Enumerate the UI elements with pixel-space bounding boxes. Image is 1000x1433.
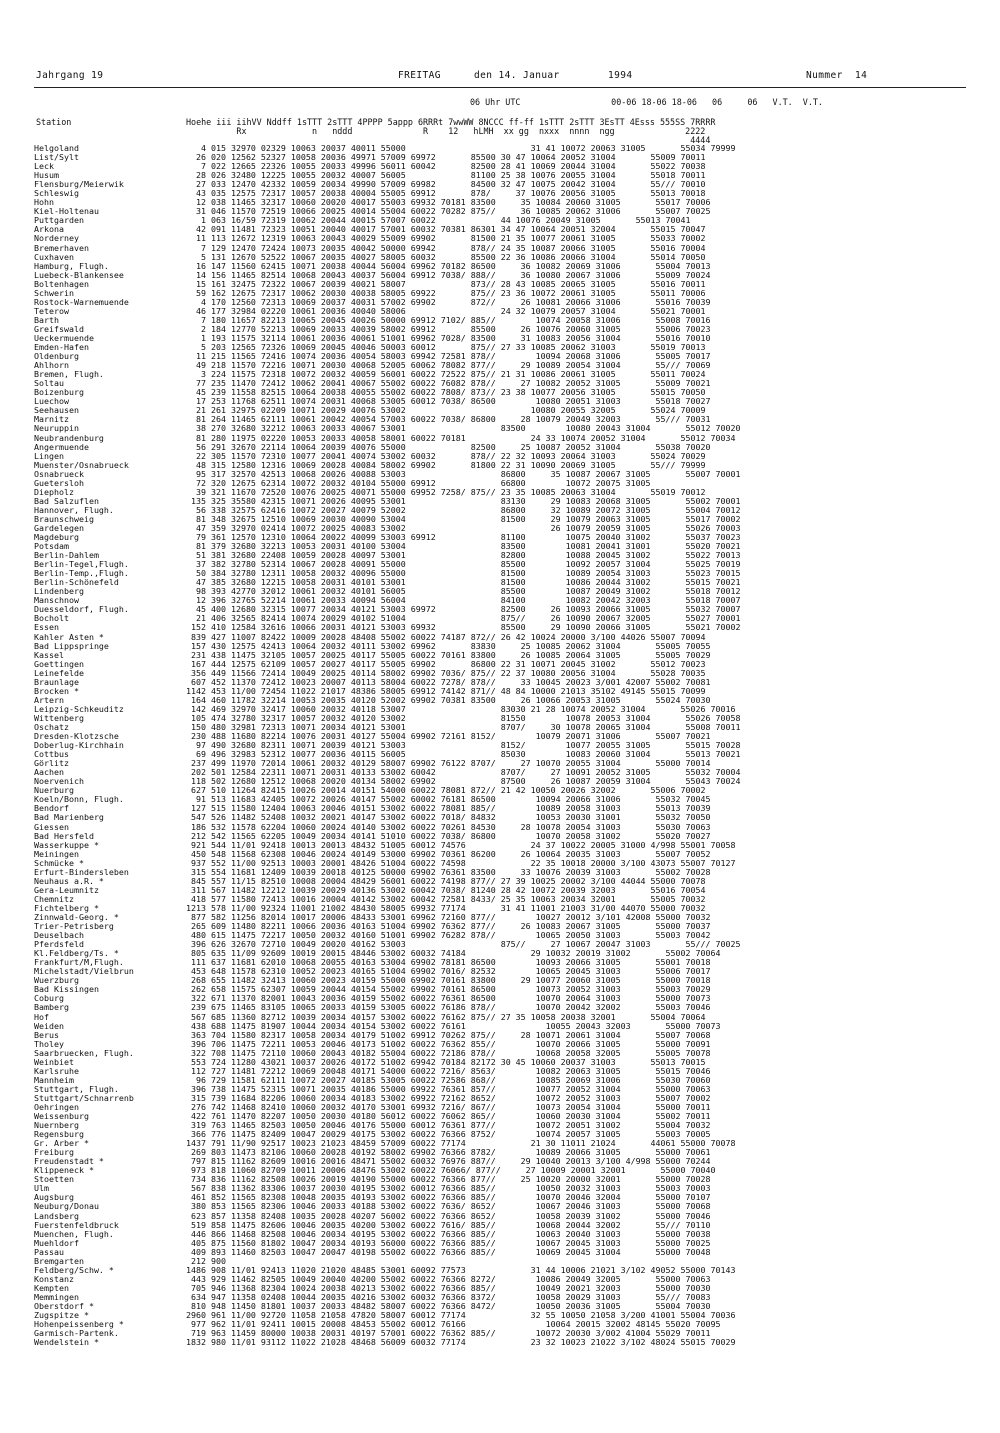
station-name: Frankfurt/M,Flugh. <box>34 958 124 968</box>
station-observation-row: 11 113 12672 12319 10063 20043 40029 55009 69902 81500 21 35 10077 20061 31005 55033 70002 <box>186 234 706 244</box>
station-observation-row: 1 193 11575 32114 10061 20036 40061 51001 69962 7028/ 83500 31 10083 20056 31004 55016 70010 <box>186 333 711 343</box>
station-name: Hannover, Flugh. <box>34 505 114 515</box>
station-observation-row: 105 474 32780 32317 10057 20032 40120 53002 81550 10078 20053 31004 55026 70058 <box>186 713 741 723</box>
station-name: Seehausen <box>34 406 79 416</box>
station-observation-row: 14 156 11465 82514 10068 20043 40037 56004 69912 7038/ 888// 36 10080 20067 31006 55009 70024 <box>186 270 711 280</box>
top-rule <box>34 87 966 88</box>
observation-data-column <box>186 144 968 1347</box>
volume-label: Jahrgang 19 <box>36 70 104 81</box>
station-observation-row: 49 218 11570 72216 10071 20030 40068 52005 60062 78082 877// 29 10089 20054 31004 55/// 70069 <box>186 361 711 371</box>
station-name: Erfurt-Bindersleben <box>34 867 129 877</box>
station-observation-row: 5 131 12670 52522 10067 20035 40027 58005 60032 85500 22 36 10086 20066 31004 55014 70050 <box>186 252 706 262</box>
station-observation-row: 95 317 32570 42513 10068 20026 40088 53003 86800 35 10087 20067 31005 55007 70001 <box>186 469 741 479</box>
station-name: Lindenberg <box>34 587 84 597</box>
station-observation-row: 567 838 11362 83306 10037 20030 40195 53002 60012 76366 885// 10050 20032 31003 55003 70003 <box>186 1184 711 1194</box>
station-observation-row: 567 685 11360 82712 10039 20034 40157 53002 60022 76162 875// 27 35 10058 20038 32001 55004 70064 <box>186 1012 706 1022</box>
station-name: Tholey <box>34 1039 64 1049</box>
station-observation-row: 3 224 11575 72318 10072 20032 40059 56001 60022 72522 875// 21 31 10086 20061 31005 55011 70024 <box>186 370 706 380</box>
station-name: Oehringen <box>34 1102 79 1112</box>
station-name: Kempten <box>34 1283 69 1293</box>
station-observation-row: 135 325 35580 42315 10071 20026 40095 53001 83130 29 10083 20068 31005 55002 70001 <box>186 496 741 506</box>
station-name: Dresden-Klotzsche <box>34 732 119 742</box>
station-observation-row: 1437 791 11/90 92517 10023 21023 48459 57009 60022 77174 21 30 11011 21024 44061 55000 70078 <box>186 1139 736 1149</box>
station-observation-row: 79 361 12570 12310 10064 20022 40099 53003 69912 81100 10075 20040 31002 55037 70023 <box>186 533 741 543</box>
station-name: Stuttgart, Flugh. <box>34 1084 119 1094</box>
station-name: Michelstadt/Vielbrun <box>34 967 134 977</box>
station-name: List/Sylt <box>34 153 79 163</box>
station-name: Neubrandenburg <box>34 433 104 443</box>
station-observation-row: 16 147 11560 62415 10071 20038 40044 56004 69962 70182 86500 36 10082 20069 31006 55004 70013 <box>186 261 711 271</box>
station-name: Soltau <box>34 379 64 389</box>
station-observation-row: 39 321 11670 72520 10076 20025 40071 55000 69952 7258/ 875// 23 35 10085 20063 31004 55019 70012 <box>186 487 706 497</box>
station-name: Puttgarden <box>34 216 84 226</box>
station-name: Wasserkuppe * <box>34 840 99 850</box>
station-name: Leck <box>34 162 54 172</box>
station-observation-row: 422 761 11470 82207 10050 20030 40180 56012 60022 76062 865// 10060 20030 31004 55002 70011 <box>186 1112 711 1122</box>
station-name: Garmisch-Partenk. <box>34 1329 119 1339</box>
station-name: Zugspitze * <box>34 1311 89 1321</box>
station-name: Magdeburg <box>34 533 79 543</box>
station-observation-row: 27 033 12470 42332 10059 20034 49990 57009 69982 84500 32 47 10075 20042 31004 55/// 70010 <box>186 180 706 190</box>
station-observation-row: 212 900 <box>186 1256 226 1266</box>
station-observation-row: 31 046 11570 72519 10066 20025 40014 55004 60022 70282 875// 36 10085 20062 31006 55007 70025 <box>186 207 711 217</box>
station-observation-row: 43 035 12575 72317 10057 20038 40004 55005 69912 878/ 37 10076 20056 31005 55013 70018 <box>186 189 706 199</box>
station-observation-row: 877 582 11256 82014 10017 20006 48433 53001 69962 72160 877// 10027 20012 3/101 42008 55000 70032 <box>186 912 711 922</box>
station-observation-row: 167 444 12575 62109 10057 20027 40117 55005 69902 86800 22 31 10071 20045 31002 55012 70023 <box>186 659 706 669</box>
station-observation-row: 51 381 32680 22408 10059 20028 40097 53001 82800 10088 20045 31002 55022 70013 <box>186 551 741 561</box>
station-name: Cottbus <box>34 750 69 760</box>
station-observation-row: 705 946 11368 82304 10024 20038 40213 53002 60022 76366 885// 10049 20021 32003 55000 70030 <box>186 1283 711 1293</box>
station-name: Nuerburg <box>34 786 74 796</box>
station-name: Noervenich <box>34 777 84 787</box>
station-observation-row: 22 305 11570 72310 10077 20041 40074 53002 60032 878// 22 32 10093 20064 31003 55024 70029 <box>186 451 706 461</box>
station-name: Arkona <box>34 225 64 235</box>
station-observation-row: 26 020 12562 52327 10058 20036 49971 57009 69972 85500 30 47 10064 20052 31004 55009 70011 <box>186 153 706 163</box>
station-observation-row: 2 184 12770 52213 10069 20033 40039 58002 69912 85500 26 10076 20060 31005 55006 70023 <box>186 324 711 334</box>
station-name: Nuernberg <box>34 1121 79 1131</box>
station-observation-row: 4 170 12560 72313 10069 20037 40031 57002 69902 872// 26 10081 20066 31006 55016 70039 <box>186 297 711 307</box>
station-name: Leinefelde <box>34 668 84 678</box>
station-name: Stuttgart/Schnarrenb <box>34 1093 134 1103</box>
station-observation-row: 1486 908 11/01 92413 11020 21020 48485 53001 60092 77573 31 44 10006 21021 3/102 49052 55000 70143 <box>186 1265 736 1275</box>
station-observation-row: 231 438 11475 32105 10057 20025 40117 55005 60022 70161 83800 26 10085 20064 31005 55005 70029 <box>186 650 711 660</box>
station-observation-row: 42 091 11481 72323 10051 20040 40017 57001 60032 70381 86301 34 47 10064 20051 32004 55015 70047 <box>186 225 706 235</box>
station-name: Kahler Asten * <box>34 632 104 642</box>
station-observation-row: 45 400 12680 32315 10077 20034 40121 53003 69972 82500 26 10093 20066 31005 55032 70007 <box>186 605 741 615</box>
station-observation-row: 269 803 11473 82106 10060 20028 40192 58002 69902 76366 8782/ 10089 20066 31005 55000 70061 <box>186 1148 711 1158</box>
weekday-label: FREITAG <box>398 70 441 81</box>
station-observation-row: 7 022 12665 22326 10055 20033 49996 56011 60042 82500 28 41 10069 20044 31004 55022 70038 <box>186 162 706 172</box>
column-header-line4: 4444 <box>186 135 711 145</box>
station-name: Berlin-Schönefeld <box>34 578 119 588</box>
station-name: Oberstdorf * <box>34 1302 94 1311</box>
station-name: Weissenburg <box>34 1112 89 1122</box>
station-name: Schmücke * <box>34 858 84 868</box>
station-observation-row: 45 239 11558 82515 10064 20038 40055 55002 60022 7808/ 873// 23 38 10077 20056 31005 55015 70050 <box>186 388 706 398</box>
station-name: Bad Salzuflen <box>34 496 99 506</box>
station-name: Emden-Hafen <box>34 343 89 353</box>
station-observation-row: 937 552 11/00 92513 10003 20001 48426 51004 60022 74598 22 35 10018 20000 3/100 43073 55007 70127 <box>186 858 736 868</box>
station-name: Neuburg/Donau <box>34 1202 99 1212</box>
station-observation-row: 366 776 11475 82409 10047 20029 40175 53002 60022 76366 8752/ 10074 20057 31005 55003 70005 <box>186 1130 711 1140</box>
station-observation-row: 1 063 16/59 72319 10062 20044 40015 57007 60022 44 10076 20049 31005 55013 70041 <box>186 216 691 226</box>
station-name: Oschatz <box>34 723 69 732</box>
station-observation-row: 797 815 11162 82609 10016 20016 48471 55002 60032 76976 887// 29 10040 20013 3/100 4/998 55000 70244 <box>186 1157 711 1167</box>
station-observation-row: 237 499 11970 72014 10061 20032 40129 58007 69902 76122 8707/ 27 10070 20055 31004 55000 70014 <box>186 759 711 769</box>
station-observation-row: 59 162 12675 72317 10062 20030 40038 58005 69922 875// 23 36 10072 20061 31005 55011 70006 <box>186 288 706 298</box>
station-observation-row: 47 385 32680 12215 10058 20031 40101 53001 81500 10086 20044 31002 55015 70021 <box>186 578 741 588</box>
station-observation-row: 7 129 12470 72424 10073 20035 40042 50000 69942 878// 24 35 10087 20066 31005 55016 70004 <box>186 243 706 253</box>
station-observation-row: 37 382 32780 52314 10067 20028 40091 55000 85500 10092 20057 31004 55025 70019 <box>186 560 741 570</box>
station-observation-row: 150 480 32981 72313 10071 20034 40121 53001 8707/ 30 10078 20065 31004 55008 70011 <box>186 723 741 732</box>
station-observation-row: 453 648 11578 62310 10052 20023 40165 51004 69902 7016/ 82532 10065 20045 31003 55006 70017 <box>186 967 711 977</box>
station-name: Neuhaus a.R. * <box>34 876 104 886</box>
station-observation-row: 152 410 12584 32616 10066 20031 40121 53003 69932 85500 29 10090 20066 31005 55021 70002 <box>186 623 741 633</box>
station-observation-row: 47 359 32970 02414 10072 20025 40083 53002 26 10079 20059 31005 55026 70003 <box>186 523 741 533</box>
station-name: Freudenstadt * <box>34 1157 104 1167</box>
station-observation-row: 265 609 11480 82211 10066 20036 40163 51004 69902 76362 877// 26 10083 20067 31005 55000 70037 <box>186 922 711 932</box>
station-name: Kl.Feldberg/Ts. * <box>34 949 119 959</box>
station-observation-row: 50 384 32780 12311 10058 20032 40096 55000 81500 10089 20054 31003 55023 70015 <box>186 569 741 579</box>
station-name: Diepholz <box>34 487 74 497</box>
station-observation-row: 734 836 11162 82508 10026 20019 40190 55000 60022 76366 877// 25 10020 20000 32001 55000 70028 <box>186 1175 711 1185</box>
station-observation-row: 77 235 11470 72412 10062 20041 40067 55002 60022 76082 878// 27 10082 20052 31005 55009 70021 <box>186 379 711 389</box>
station-name: Karlsruhe <box>34 1066 79 1076</box>
station-name: Fuerstenfeldbruck <box>34 1220 119 1230</box>
station-observation-row: 276 742 11468 82410 10060 20032 40170 53001 69932 7216/ 867// 10073 20054 31004 55000 70011 <box>186 1102 711 1112</box>
station-observation-row: 69 496 32983 52312 10077 20036 40115 56005 85030 10083 20060 31004 55013 70021 <box>186 750 741 760</box>
station-name: Hamburg, Flugh. <box>34 261 109 271</box>
station-name: Saarbruecken, Flugh. <box>34 1048 134 1058</box>
station-name: Wittenberg <box>34 713 84 723</box>
station-observation-row: 56 291 32670 22114 10064 20039 40076 55000 82500 25 10087 20052 31004 55038 70020 <box>186 442 711 452</box>
station-name: Deuselbach <box>34 931 84 941</box>
station-observation-row: 405 875 11560 81802 10047 20034 40193 56000 60022 76366 885// 10067 20045 31003 55000 70025 <box>186 1238 711 1248</box>
station-name: Fichtelberg * <box>34 903 99 913</box>
station-name: Wuerzburg <box>34 976 79 986</box>
station-observation-row: 363 704 11580 82317 10058 20034 40179 51002 69912 70262 875// 28 10071 20061 31004 55007 70068 <box>186 1030 711 1040</box>
column-header-line1: 06 Uhr UTC 00-06 18-06 18-06 06 06 V.T. V.T. <box>470 97 823 107</box>
station-name: Oldenburg <box>34 352 79 362</box>
station-observation-row: 118 502 12680 12512 10068 20020 40134 58002 69902 87500 26 10087 20059 31004 55043 70024 <box>186 777 741 787</box>
station-observation-row: 438 688 11475 81907 10044 20034 40154 53002 60022 76161 10055 20043 32003 55000 70073 <box>186 1021 721 1031</box>
station-observation-row: 461 852 11565 82308 10048 20035 40193 53002 60022 76366 885// 10070 20046 32004 55000 70107 <box>186 1193 711 1203</box>
station-name: Feldberg/Schw. * <box>34 1265 114 1275</box>
station-name: Bremgarten <box>34 1256 84 1266</box>
station-name: Bendorf <box>34 804 69 814</box>
year-label: 1994 <box>608 70 633 81</box>
station-name: Essen <box>34 623 59 633</box>
station-name: Angermuende <box>34 442 89 452</box>
station-name: Hohn <box>34 198 54 208</box>
station-observation-row: 15 161 32475 72322 10067 20039 40021 58007 873// 28 43 10085 20065 31005 55016 70011 <box>186 279 706 289</box>
station-observation-row: 157 430 12575 42413 10064 20032 40111 53002 69962 83830 25 10085 20062 31004 55005 70055 <box>186 641 711 651</box>
station-observation-row: 553 724 11280 43021 10037 20026 40172 51002 69942 70184 82172 30 45 10060 20037 31003 55013 70015 <box>186 1057 706 1067</box>
station-observation-row: 1142 453 11/00 72454 11022 21017 48386 58005 69912 74142 871// 48 84 10000 21013 35102 49145 55015 70099 <box>186 686 706 696</box>
station-observation-row: 56 338 32575 62416 10072 20027 40079 52002 86800 32 10089 20072 31005 55004 70012 <box>186 505 741 515</box>
station-name: Schwerin <box>34 288 74 298</box>
station-name: Bad Hersfeld <box>34 831 94 841</box>
station-name: Osnabrueck <box>34 469 84 479</box>
station-observation-row: 72 320 12675 62314 10072 20032 40104 55000 69912 66800 10072 20075 31005 <box>186 478 651 488</box>
station-observation-row: 973 818 11060 82709 10011 20006 48476 53002 60022 76066/ 877// 27 10009 20001 32001 55000 70040 <box>186 1166 716 1176</box>
station-name: Pferdsfeld <box>34 940 84 950</box>
station-name: Gardelegen <box>34 523 84 533</box>
station-observation-row: 810 948 11450 81801 10037 20033 48482 58007 60022 76366 8472/ 10050 20036 31005 55004 70030 <box>186 1302 711 1311</box>
station-name: Manschnow <box>34 596 79 606</box>
station-name: Bad Lippspringe <box>34 641 109 651</box>
station-name: Boizenburg <box>34 388 84 398</box>
station-name: Bocholt <box>34 614 69 624</box>
station-observation-row: 7 180 11657 82213 10065 20045 40026 50000 69912 7102/ 885// 10074 20058 31006 55008 70016 <box>186 315 711 325</box>
station-observation-row: 623 857 11358 82408 10035 20028 40207 56002 60022 76366 8652/ 10058 20039 31002 55000 70046 <box>186 1211 711 1221</box>
station-name: Gera-Leumnitz <box>34 885 99 895</box>
station-observation-row: 443 929 11462 82505 10049 20040 40200 55002 60022 76366 8272/ 10086 20049 32005 55000 70063 <box>186 1274 711 1284</box>
station-name: Husum <box>34 171 59 181</box>
column-header-line3: Rx n nddd R 12 hLMH xx gg nxxx nnnn ngg 2222 <box>186 126 706 136</box>
station-observation-row: 5 203 12565 72326 10069 20045 40046 50003 60012 875// 27 33 10085 20062 31003 55019 70013 <box>186 343 706 353</box>
station-observation-row: 81 280 11975 02220 10053 20033 40058 58001 60022 70181 24 33 10074 20052 31004 55012 70034 <box>186 433 736 443</box>
column-header-line2: Hoehe iii iihVV Nddff 1sTTT 2sTTT 4PPPP 5appp 6RRRt 7wwWW 8NCCC ff-ff 1sTTT 2sTTT 3EsTT 4Esss 555SS 7RRRR <box>186 117 716 127</box>
station-observation-row: 380 853 11565 82306 10046 20033 40188 53002 60022 7636/ 8652/ 10067 20046 31003 55000 70068 <box>186 1202 711 1212</box>
station-name: Koeln/Bonn, Flugh. <box>34 795 124 805</box>
station-name: Augsburg <box>34 1193 74 1203</box>
station-name: Goettingen <box>34 659 84 669</box>
station-name: Marnitz <box>34 415 69 425</box>
station-observation-row: 186 532 11578 62204 10060 20024 40140 53002 60022 70261 84530 28 10078 20054 31003 55030 70063 <box>186 822 711 832</box>
date-label: den 14. Januar <box>474 70 560 81</box>
station-observation-row: 98 393 42770 32012 10061 20032 40101 56005 85500 10087 20049 31002 55018 70012 <box>186 587 741 597</box>
station-observation-row: 547 526 11482 52408 10032 20021 40147 53002 60022 7018/ 84832 10053 20030 31001 55032 70050 <box>186 813 711 823</box>
station-observation-row: 81 348 32675 12510 10069 20030 40090 53004 81500 29 10079 20063 31005 55017 70002 <box>186 514 741 524</box>
station-observation-row: 12 396 32765 52214 10061 20033 40094 56004 84100 10082 20042 32003 55018 70007 <box>186 596 741 606</box>
station-observation-row: 17 253 11768 62511 10074 20031 40068 53005 60012 7038/ 86500 10080 20051 31003 55018 70027 <box>186 397 711 407</box>
station-observation-row: 839 427 11007 82422 10009 20028 48408 55002 60022 74187 872// 26 42 10024 20000 3/100 44026 55007 70094 <box>186 632 706 642</box>
station-name: Schleswig <box>34 189 79 199</box>
station-name: Cuxhaven <box>34 252 74 262</box>
station-name: Coburg <box>34 994 64 1004</box>
station-name: Braunlage <box>34 677 79 687</box>
station-observation-row: 202 501 12584 22311 10071 20031 40133 53002 60042 8707/ 27 10091 20052 31005 55032 70004 <box>186 768 741 778</box>
station-column <box>34 144 209 1347</box>
station-name: Boltenhagen <box>34 279 89 289</box>
station-name: Brocken * <box>34 686 79 696</box>
station-name: Ueckermuende <box>34 333 94 343</box>
station-name: Flensburg/Meierwik <box>34 180 124 190</box>
station-name: Artern <box>34 695 64 705</box>
station-observation-row: 311 567 11482 12212 10039 20029 40136 53002 60042 7038/ 81240 28 42 10072 20039 32003 55016 70054 <box>186 885 706 895</box>
station-observation-row: 627 510 11264 82415 10026 20014 40151 54000 60022 78081 872// 21 42 10050 20026 32002 55006 70002 <box>186 786 706 796</box>
station-name: Ulm <box>34 1184 49 1194</box>
station-observation-row: 480 615 11475 72217 10050 20032 40160 51001 69902 76282 878// 10065 20050 31003 55003 70042 <box>186 931 711 941</box>
station-observation-row: 446 866 11468 82508 10046 20034 40195 53002 60022 76366 885// 10063 20040 31003 55000 70038 <box>186 1229 711 1239</box>
station-name: Memmingen <box>34 1292 79 1302</box>
station-name: Potsdam <box>34 542 69 552</box>
station-name: Braunschweig <box>34 514 94 524</box>
station-observation-row: 81 379 32680 32213 10053 20031 40100 53004 83500 10081 20041 31001 55020 70021 <box>186 542 741 552</box>
station-observation-row: 921 544 11/01 92418 10013 20013 48432 51005 60012 74576 24 37 10022 20005 31000 4/998 55001 70058 <box>186 840 736 850</box>
station-observation-row: 4 015 32970 02329 10063 20037 40011 55000 31 41 10072 20063 31005 55034 79999 <box>186 144 736 153</box>
station-observation-row: 315 739 11684 82206 10060 20034 40183 53002 69922 72162 8652/ 10072 20052 31003 55007 70002 <box>186 1093 711 1103</box>
station-observation-row: 315 554 11681 12409 10039 20018 40125 50000 69902 76361 83500 33 10076 20039 31003 55002 70028 <box>186 867 711 877</box>
station-name: Luebeck-Blankensee <box>34 270 124 280</box>
station-name: Kassel <box>34 650 64 660</box>
station-observation-row: 268 655 11482 32413 10060 20023 40159 55000 69902 70161 83800 29 10077 20060 31005 55000 70018 <box>186 976 711 986</box>
station-observation-row: 38 270 32680 32212 10063 20033 40067 53001 83500 10080 20043 31004 55012 70020 <box>186 424 741 434</box>
station-name: Görlitz <box>34 759 69 769</box>
station-name: Klippeneck * <box>34 1166 94 1176</box>
station-observation-row: 46 177 32984 02220 10061 20036 40040 58006 24 32 10079 20057 31004 55021 70001 <box>186 306 706 316</box>
station-name: Luechow <box>34 397 69 407</box>
station-name: Berlin-Tegel,Flugh. <box>34 560 129 570</box>
station-name: Muehldorf <box>34 1238 79 1248</box>
station-name: Barth <box>34 315 59 325</box>
station-observation-row: 634 947 11358 02408 10044 20035 40216 53002 60032 76366 8372/ 10058 20029 31003 55/// 70083 <box>186 1292 711 1302</box>
station-name: Duesseldorf, Flugh. <box>34 605 129 615</box>
station-observation-row: 12 038 11465 32317 10060 20020 40017 55003 69932 70181 83500 35 10084 20060 31005 55017 70006 <box>186 198 711 208</box>
station-name: Berus <box>34 1030 59 1040</box>
station-name: Muenster/Osnabrueck <box>34 460 129 470</box>
station-name: Berlin-Temp.,Flugh. <box>34 569 129 579</box>
issue-number: Nummer 14 <box>806 70 868 81</box>
station-name: Landsberg <box>34 1211 79 1221</box>
station-observation-row: 845 557 11/15 82510 10008 20004 48429 56001 60022 74198 877// 27 39 10025 20002 3/100 44044 55000 70078 <box>186 876 706 886</box>
station-name: Ahlhorn <box>34 361 69 371</box>
station-observation-row: 396 626 32670 72710 10049 20020 40162 53003 875// 27 10067 20047 31003 55/// 70025 <box>186 940 741 950</box>
station-observation-row: 21 261 32975 02209 10071 20029 40076 53002 10080 20055 32005 55024 70009 <box>186 406 706 416</box>
station-observation-row: 262 658 11575 62307 10059 20044 40154 55002 69902 70161 86500 10073 20052 31003 55003 70029 <box>186 985 711 995</box>
station-name: Helgoland <box>34 144 79 153</box>
station-name: Freiburg <box>34 1148 74 1158</box>
station-name: Passau <box>34 1247 64 1257</box>
station-observation-row: 11 215 11565 72416 10074 20036 40054 58003 69942 72581 878// 10094 20068 31006 55005 70017 <box>186 352 711 362</box>
station-name: Muenchen, Flugh. <box>34 1229 114 1239</box>
station-observation-row: 356 449 11566 72414 10049 20025 40114 58002 69902 7036/ 875// 22 37 10080 20056 31004 55028 70035 <box>186 668 706 678</box>
station-observation-row: 212 542 11565 62205 10049 20034 40141 51010 60022 7038/ 86800 10070 20058 31002 55020 70027 <box>186 831 711 841</box>
station-observation-row: 418 577 11580 72413 10016 20004 40142 53002 60042 72581 8433/ 25 35 10063 20034 32001 55005 70032 <box>186 894 706 904</box>
station-observation-row: 91 513 11683 42405 10072 20026 40147 55002 60002 76181 86500 10094 20066 31006 55032 70045 <box>186 795 711 805</box>
station-observation-row: 607 452 11370 72412 10023 20007 40113 58004 60022 7278/ 878// 33 10045 20023 3/001 42007 55002 70081 <box>186 677 711 687</box>
station-observation-row: 111 637 11681 62010 10068 20055 40163 53004 69902 78181 86500 10093 20066 31005 55001 70018 <box>186 958 711 968</box>
station-observation-row: 230 488 11680 82214 10076 20031 40127 55004 69902 72161 8152/ 10079 20071 31006 55007 70021 <box>186 732 711 742</box>
station-name: Gr. Arber * <box>34 1139 89 1149</box>
station-name: Teterow <box>34 306 69 316</box>
station-name: Kiel-Holtenau <box>34 207 99 217</box>
station-name: Mannheim <box>34 1075 74 1085</box>
station-observation-row: 977 962 11/01 92411 10015 20008 48453 55002 60012 76166 10064 20015 32002 48145 55020 70095 <box>186 1320 721 1330</box>
station-observation-row: 322 671 11370 82001 10043 20036 40159 55002 60022 76361 86500 10070 20064 31003 55000 70073 <box>186 994 711 1004</box>
station-observation-row: 409 893 11460 82503 10047 20047 40198 55002 60022 76366 885// 10069 20045 31004 55000 70048 <box>186 1247 711 1257</box>
station-observation-row: 719 963 11459 80000 10038 20031 40197 57001 60022 76362 885// 10072 20030 3/002 41004 55029 70011 <box>186 1329 711 1339</box>
station-observation-row: 164 460 11782 32214 10053 20035 40120 52002 69902 70381 83500 26 10066 20053 31005 55024 70030 <box>186 695 711 705</box>
station-observation-row: 21 406 32565 82414 10074 20029 40102 51004 875// 26 10090 20067 32005 55027 70001 <box>186 614 741 624</box>
station-observation-row: 142 469 32970 32417 10060 20032 40118 53007 83030 21 28 10074 20052 31004 55026 70016 <box>186 704 736 714</box>
station-observation-row: 396 738 11475 52315 10071 20035 40186 55000 69922 76361 857// 10077 20052 31004 55000 70063 <box>186 1084 711 1094</box>
station-name: Doberlug-Kirchhain <box>34 741 124 751</box>
station-name: Bamberg <box>34 1003 69 1013</box>
station-observation-row: 396 706 11475 72211 10053 20046 40173 51002 60022 76362 855// 10070 20066 31005 55000 70091 <box>186 1039 711 1049</box>
station-name: Bad Kissingen <box>34 985 99 995</box>
station-name: Norderney <box>34 234 79 244</box>
station-observation-row: 2960 961 11/00 92720 11058 21058 47820 58007 60012 77174 32 55 10050 21058 3/200 41001 55004 70036 <box>186 1311 736 1321</box>
station-observation-row: 81 264 11465 62111 10061 20042 40054 57003 60022 7038/ 86800 28 10079 20049 32003 55/// 70031 <box>186 415 711 425</box>
station-name: Neuruppin <box>34 424 79 434</box>
station-name: Giessen <box>34 822 69 832</box>
station-observation-row: 239 675 11465 83105 10065 20033 40159 53005 60022 76186 878// 10070 20042 32002 55003 70046 <box>186 1003 711 1013</box>
station-observation-row: 28 026 32480 12225 10055 20032 40007 56005 81100 25 38 10076 20055 31004 55018 70011 <box>186 171 706 181</box>
station-observation-row: 1832 980 11/01 93112 11022 21028 48468 56009 60032 77174 23 32 10023 21022 3/102 48024 55015 70029 <box>186 1338 736 1348</box>
station-column-header: Station <box>36 117 72 127</box>
station-name: Leipzig-Schkeuditz <box>34 704 124 714</box>
station-name: Hof <box>34 1012 49 1022</box>
station-name: Lingen <box>34 451 64 461</box>
station-observation-row: 112 727 11481 72212 10069 20048 40171 54000 60022 7216/ 8563/ 10082 20063 31005 55015 70046 <box>186 1066 711 1076</box>
station-observation-row: 519 858 11475 82606 10046 20035 40200 53002 60022 7616/ 885// 10068 20044 32002 55/// 70110 <box>186 1220 711 1230</box>
station-name: Hohenpeissenberg * <box>34 1320 124 1330</box>
station-name: Konstanz <box>34 1274 74 1284</box>
station-name: Meiningen <box>34 849 79 859</box>
station-observation-row: 1213 578 11/00 92324 11001 21002 48430 58005 69932 77174 31 41 11001 21003 31/00 44070 55000 70032 <box>186 903 706 913</box>
station-name: Bremen, Flugh. <box>34 370 104 380</box>
station-name: Guetersloh <box>34 478 84 488</box>
station-observation-row: 96 729 11581 62111 10072 20027 40185 53005 60022 72586 868// 10085 20069 31006 55030 70060 <box>186 1075 711 1085</box>
station-name: Bad Marienberg <box>34 813 104 823</box>
station-name: Regensburg <box>34 1130 84 1140</box>
station-observation-row: 322 708 11475 72110 10060 20043 40182 55004 60022 72186 878// 10068 20058 32005 55005 70078 <box>186 1048 711 1058</box>
station-observation-row: 450 548 11568 62308 10046 20024 40149 53000 69902 70361 86200 26 10064 20035 31003 55007 70052 <box>186 849 711 859</box>
station-observation-row: 319 763 11465 82503 10050 20046 40176 55000 60012 76361 877// 10072 20051 31002 55004 70032 <box>186 1121 711 1131</box>
station-name: Berlin-Dahlem <box>34 551 99 561</box>
station-name: Zinnwald-Georg. * <box>34 912 119 922</box>
station-name: Rostock-Warnemuende <box>34 297 129 307</box>
station-name: Bremerhaven <box>34 243 89 253</box>
station-name: Greifswald <box>34 324 84 334</box>
station-name: Trier-Petrisberg <box>34 922 114 932</box>
station-observation-row: 48 315 12580 12316 10069 20028 40084 58002 69902 81800 22 31 10090 20069 31005 55/// 79999 <box>186 460 706 470</box>
station-name: Chemnitz <box>34 894 74 904</box>
station-observation-row: 97 490 32680 82311 10071 20039 40121 53003 8152/ 10077 20055 31005 55015 70028 <box>186 741 741 751</box>
station-name: Weiden <box>34 1021 64 1031</box>
station-name: Wendelstein * <box>34 1338 99 1348</box>
station-name: Weinbiet <box>34 1057 74 1067</box>
station-observation-row: 127 515 11580 12404 10063 20046 40151 53002 60022 78081 885// 10089 20058 31003 55013 70039 <box>186 804 711 814</box>
station-name: Stoetten <box>34 1175 74 1185</box>
station-observation-row: 805 635 11/09 92609 10019 20015 48446 53002 60032 74184 29 10032 20019 31002 55002 70064 <box>186 949 721 959</box>
station-name: Aachen <box>34 768 64 778</box>
